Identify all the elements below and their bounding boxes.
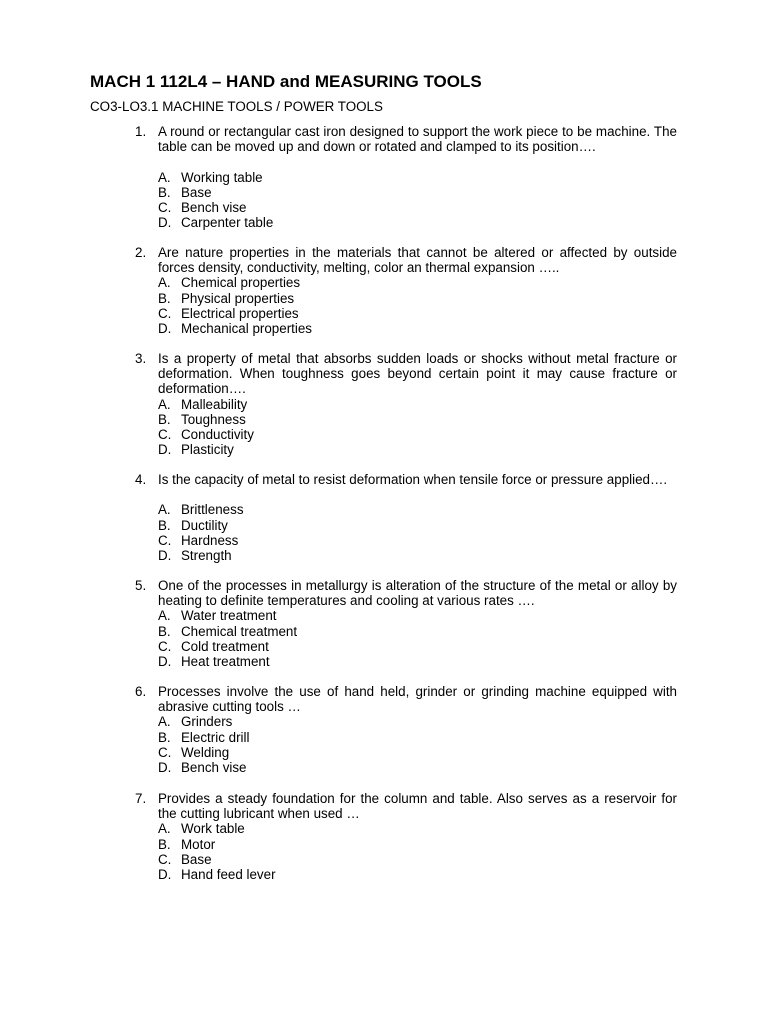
option-text: Carpenter table [181,215,274,231]
option-text: Conductivity [181,426,254,442]
option-text: Electric drill [181,729,250,745]
option-letter: D. [158,320,172,336]
option-text: Mechanical properties [181,320,312,336]
option-letter: C. [158,638,172,654]
document-subtitle: CO3-LO3.1 MACHINE TOOLS / POWER TOOLS [90,99,383,114]
option-letter: A. [158,608,171,624]
option-text: Welding [181,744,230,760]
option-text: Working table [181,169,263,185]
option-text: Strength [181,547,232,563]
option-letter: B. [158,623,171,639]
question-text: Is a property of metal that absorbs sudden loads or shocks without metal fracture or deformation. When toughness goes beyond certain point it may cause fracture or deformation…. [158,351,677,397]
option-letter: B. [158,411,171,427]
option-letter: B. [158,184,171,200]
option-letter: B. [158,836,171,852]
option-text: Plasticity [181,442,234,458]
option-text: Hardness [181,532,239,548]
option-text: Work table [181,821,245,837]
option-text: Bench vise [181,759,247,775]
question-text: Is the capacity of metal to resist deformation when tensile force or pressure applied…. [158,472,668,487]
option-letter: B. [158,517,171,533]
option-text: Ductility [181,517,228,533]
option-text: Base [181,851,212,867]
question-number: 7. [135,791,147,806]
option-text: Hand feed lever [181,866,276,882]
option-letter: A. [158,169,171,185]
option-letter: D. [158,653,172,669]
option-letter: A. [158,396,171,412]
option-letter: C. [158,744,172,760]
option-text: Malleability [181,396,248,412]
option-text: Chemical treatment [181,623,298,639]
option-letter: D. [158,215,172,231]
question-text: Processes involve the use of hand held, grinder or grinding machine equipped with abrasive cutting tools … [158,684,677,715]
option-letter: D. [158,547,172,563]
option-letter: A. [158,714,171,730]
option-letter: C. [158,426,172,442]
option-letter: A. [158,502,171,518]
option-text: Cold treatment [181,638,269,654]
option-text: Bench vise [181,199,247,215]
question-number: 1. [135,124,147,139]
option-letter: B. [158,729,171,745]
option-letter: A. [158,821,171,837]
option-text: Grinders [181,714,233,730]
question-number: 4. [135,472,147,487]
question-number: 5. [135,578,147,593]
option-text: Chemical properties [181,275,301,291]
question-text: One of the processes in metallurgy is alteration of the structure of the metal or alloy by heating to definite temperatures and cooling at various rates …. [158,578,677,609]
option-letter: B. [158,290,171,306]
question-number: 3. [135,351,147,366]
question-text: Provides a steady foundation for the column and table. Also serves as a reservoir for the cutting lubricant when used … [158,791,677,822]
question-number: 2. [135,245,147,260]
option-text: Electrical properties [181,305,299,321]
option-text: Base [181,184,212,200]
option-text: Brittleness [181,502,244,518]
option-text: Physical properties [181,290,295,306]
option-letter: C. [158,532,172,548]
option-letter: D. [158,442,172,458]
document-title: MACH 1 112L4 – HAND and MEASURING TOOLS [90,72,482,91]
question-text: A round or rectangular cast iron designed to support the work piece to be machine. The table can be moved up and down or rotated and clamped to its position…. [158,124,677,155]
option-letter: D. [158,866,172,882]
option-text: Toughness [181,411,246,427]
option-text: Water treatment [181,608,277,624]
option-letter: C. [158,199,172,215]
question-number: 6. [135,684,147,699]
option-letter: A. [158,275,171,291]
option-text: Motor [181,836,216,852]
option-letter: C. [158,851,172,867]
option-text: Heat treatment [181,653,270,669]
option-letter: C. [158,305,172,321]
question-text: Are nature properties in the materials that cannot be altered or affected by outside forces density, conductivity, melting, color an thermal expansion ….. [158,245,677,276]
option-letter: D. [158,759,172,775]
